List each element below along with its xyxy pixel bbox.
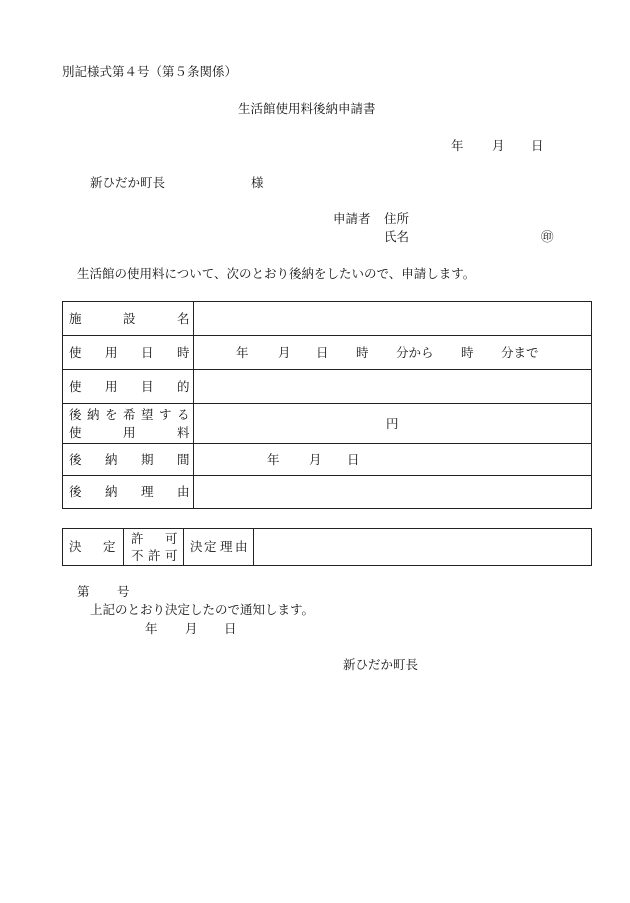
deny-option[interactable]: 不 [131,547,144,563]
table-row [63,444,592,476]
deferred-period-label: 後 納 期 間 [63,444,194,476]
approve-option-2[interactable]: 可 [165,530,178,546]
addressee-honorific: 様 [251,175,264,190]
table-row [63,302,592,336]
deferred-period-value[interactable]: 年 月 日 [194,444,592,476]
table-row [63,404,592,444]
date-year-label: 年 [451,138,464,153]
notice-date-month: 月 [185,621,198,636]
usage-purpose-label: 使 用 目 的 [63,370,194,404]
addressee-name: 新ひだか町長 [90,175,166,190]
usage-purpose-value[interactable] [194,370,592,404]
application-table [62,301,592,509]
usage-datetime-label: 使 用 日 時 [63,336,194,370]
table-row [63,370,592,404]
document-title: 生活館使用料後納申請書 [238,101,376,116]
notice-text: 上記のとおり決定したので通知します。 [90,602,315,617]
form-number: 別記様式第４号（第５条関係） [62,64,238,79]
notice-issuer: 新ひだか町長 [343,657,419,672]
deny-option-2[interactable]: 許 [148,547,161,563]
intro-text: 生活館の使用料について、次のとおり後納をしたいので、申請します。 [77,266,476,281]
decision-table [62,528,592,566]
notice-number-suffix: 号 [117,584,130,599]
usage-datetime-value[interactable]: 年 月 日 時 分から 時 分まで [194,336,592,370]
applicant-label: 申請者 [333,211,371,226]
approve-deny-options[interactable] [124,529,184,566]
deferred-reason-value[interactable] [194,476,592,509]
table-row [63,476,592,509]
notice-date-year: 年 [145,621,158,636]
approve-option[interactable]: 許 [131,530,144,546]
table-row [63,336,592,370]
deny-option-3[interactable]: 可 [165,547,178,563]
date-day-label: 日 [531,138,544,153]
deferred-fee-value[interactable] [194,404,592,444]
applicant-name-label: 氏名 [384,229,410,244]
facility-name-label: 施 設 名 [63,302,194,336]
applicant-address-label: 住所 [384,211,410,226]
decision-label: 決 定 [63,529,124,566]
decision-reason-label: 決 定 理 由 [184,529,254,566]
notice-date-day: 日 [224,621,237,636]
deferred-reason-label: 後 納 理 由 [63,476,194,509]
date-month-label: 月 [492,138,505,153]
seal-mark: ㊞ [541,229,554,244]
notice-number-prefix: 第 [77,584,90,599]
facility-name-value[interactable] [194,302,592,336]
deferred-fee-label: 後 納 を 希 望 す る 使 用 料 [63,404,194,444]
decision-reason-value[interactable] [254,529,592,566]
yen-unit: 円 [386,415,399,431]
